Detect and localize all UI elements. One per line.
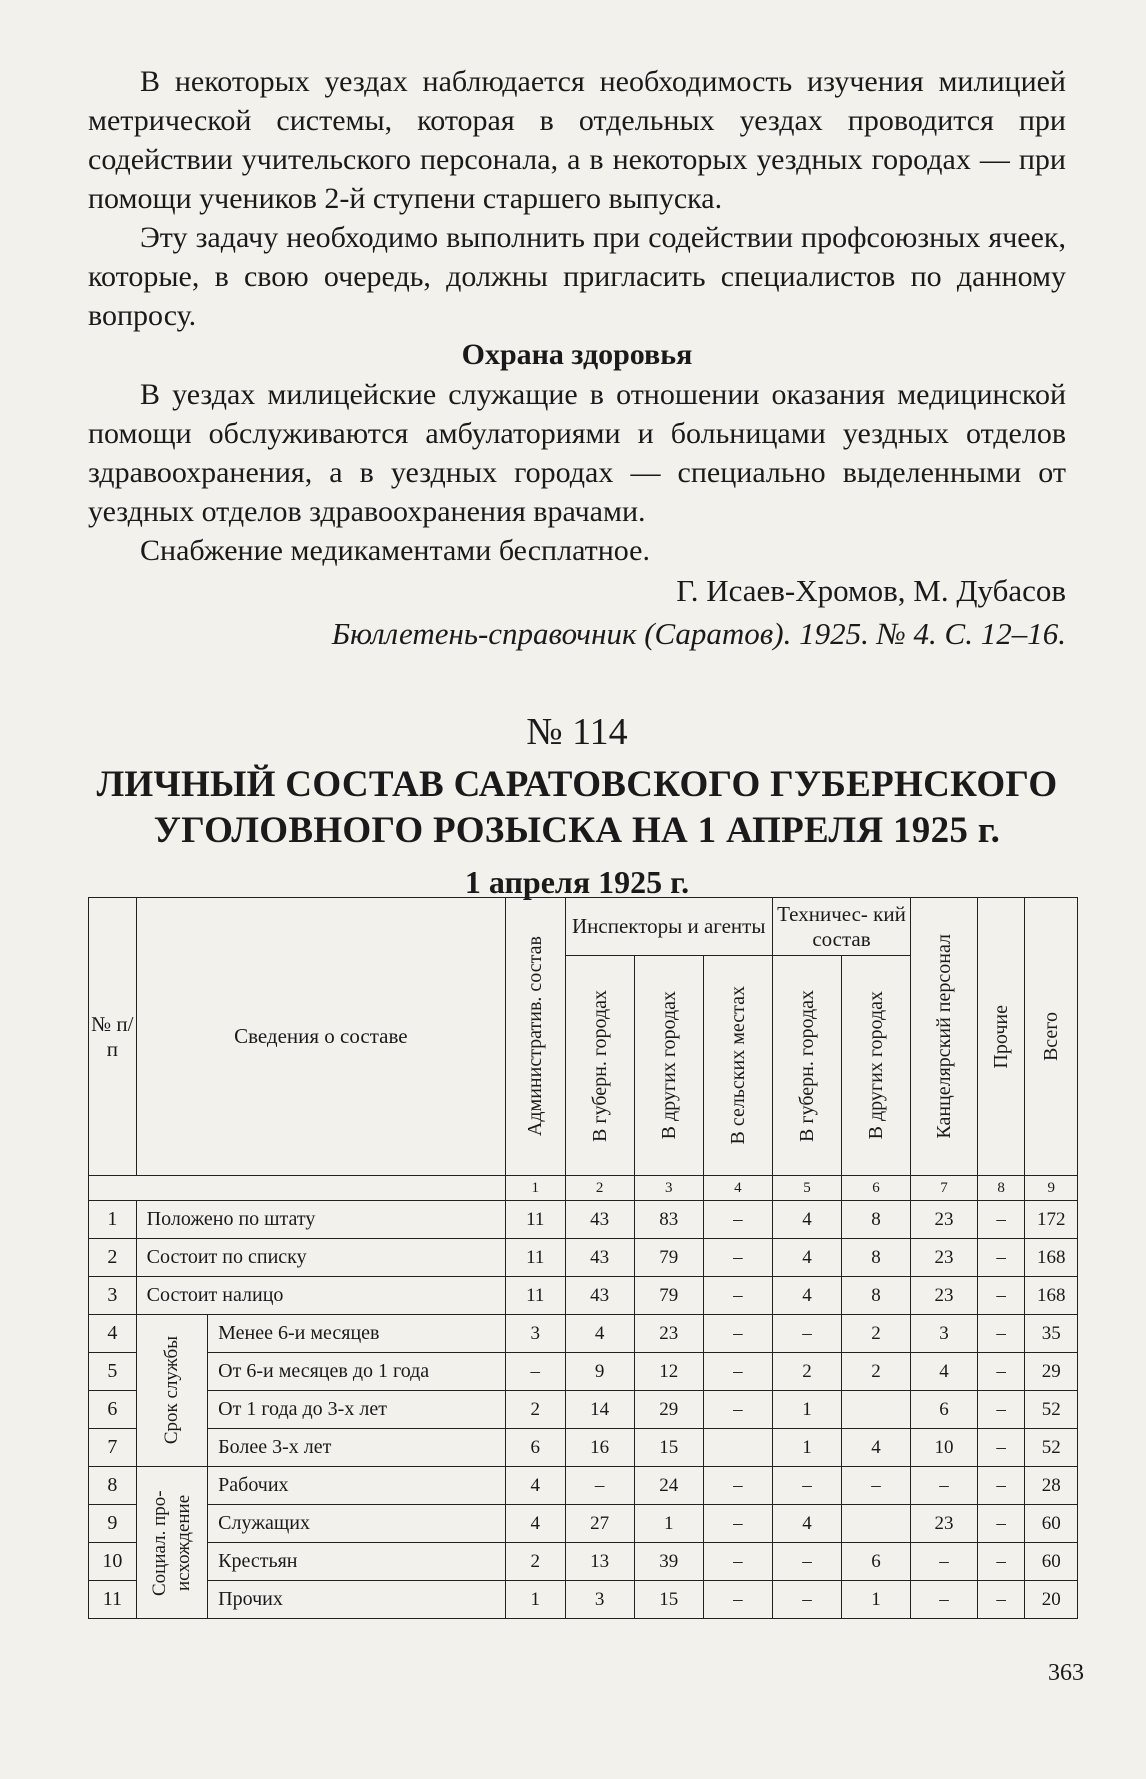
column-number: 8: [977, 1176, 1025, 1201]
table-cell: 4: [911, 1353, 978, 1391]
table-cell: –: [703, 1581, 772, 1619]
table-cell: –: [703, 1543, 772, 1581]
table-cell: 13: [565, 1543, 634, 1581]
table-cell: 52: [1025, 1429, 1078, 1467]
table-cell: 2: [842, 1353, 911, 1391]
table-cell: 3: [565, 1581, 634, 1619]
header-admin: Административ. состав: [506, 898, 566, 1176]
table-cell: –: [977, 1467, 1025, 1505]
row-label: От 6-и месяцев до 1 года: [208, 1353, 506, 1391]
table-cell: –: [565, 1467, 634, 1505]
table-cell: –: [977, 1391, 1025, 1429]
table-cell: –: [506, 1353, 566, 1391]
header-office: Канцелярский персонал: [911, 898, 978, 1176]
table-cell: 8: [842, 1277, 911, 1315]
table-cell: 1: [634, 1505, 703, 1543]
table-cell: 24: [634, 1467, 703, 1505]
header-tech-gub: В губерн. городах: [772, 956, 841, 1176]
row-label: Рабочих: [208, 1467, 506, 1505]
section-heading-health: Охрана здоровья: [461, 338, 693, 371]
table-row: [89, 1543, 1078, 1581]
table-cell: 4: [506, 1467, 566, 1505]
row-number: 3: [89, 1277, 137, 1315]
table-cell: –: [842, 1467, 911, 1505]
table-cell: –: [703, 1239, 772, 1277]
signature: Г. Исаев-Хромов, М. Дубасов: [676, 573, 1066, 608]
row-label: Состоит налицо: [136, 1277, 505, 1315]
row-number: 2: [89, 1239, 137, 1277]
table-cell: –: [911, 1467, 978, 1505]
document-date: 1 апреля 1925 г.: [464, 864, 690, 900]
table-cell: 11: [506, 1239, 566, 1277]
table-cell: –: [703, 1353, 772, 1391]
row-number: 7: [89, 1429, 137, 1467]
table-cell: 10: [911, 1429, 978, 1467]
table-cell: 23: [911, 1201, 978, 1239]
table-cell: –: [977, 1505, 1025, 1543]
header-insp-rural: В сельских местах: [703, 956, 772, 1176]
row-label: Прочих: [208, 1581, 506, 1619]
table-cell: –: [977, 1201, 1025, 1239]
table-cell: 4: [565, 1315, 634, 1353]
row-number: 5: [89, 1353, 137, 1391]
row-label: Положено по штату: [136, 1201, 505, 1239]
table-cell: –: [911, 1543, 978, 1581]
table-cell: 8: [842, 1239, 911, 1277]
table-cell: 1: [506, 1581, 566, 1619]
table-row: [89, 1277, 1078, 1315]
table-cell: –: [703, 1505, 772, 1543]
row-number: 11: [89, 1581, 137, 1619]
table-cell: 79: [634, 1277, 703, 1315]
table-cell: –: [703, 1277, 772, 1315]
table-cell: 172: [1025, 1201, 1078, 1239]
table-cell: –: [911, 1581, 978, 1619]
table-cell: –: [977, 1353, 1025, 1391]
source-citation: Бюллетень-справочник (Саратов). 1925. № 4. С. 12–16.: [331, 616, 1066, 651]
intro-text: [88, 62, 1066, 656]
table-cell: [842, 1391, 911, 1429]
table-cell: –: [977, 1581, 1025, 1619]
row-number: 8: [89, 1467, 137, 1505]
row-label: Состоит по списку: [136, 1239, 505, 1277]
table-cell: 11: [506, 1277, 566, 1315]
table-cell: –: [703, 1201, 772, 1239]
row-label: От 1 года до 3-х лет: [208, 1391, 506, 1429]
header-info: Сведения о составе: [136, 898, 505, 1176]
table-cell: 1: [772, 1429, 841, 1467]
header-inspectors: Инспекторы и агенты: [565, 898, 772, 956]
table-cell: 39: [634, 1543, 703, 1581]
paragraph-4: Снабжение медикаментами бесплатное.: [140, 534, 650, 567]
table-cell: 1: [772, 1391, 841, 1429]
column-number: 3: [634, 1176, 703, 1201]
column-number: 7: [911, 1176, 978, 1201]
table-cell: 15: [634, 1429, 703, 1467]
header-other: Прочие: [977, 898, 1025, 1176]
table-cell: 4: [772, 1277, 841, 1315]
column-number: 2: [565, 1176, 634, 1201]
table-cell: 23: [634, 1315, 703, 1353]
page-number: 363: [1048, 1660, 1084, 1686]
group-service-length: Срок службы: [136, 1315, 207, 1467]
table-cell: –: [977, 1277, 1025, 1315]
table-cell: 79: [634, 1239, 703, 1277]
column-number: 5: [772, 1176, 841, 1201]
row-number: 1: [89, 1201, 137, 1239]
table-cell: 11: [506, 1201, 566, 1239]
table-row: [89, 1505, 1078, 1543]
row-number: 9: [89, 1505, 137, 1543]
column-number: 9: [1025, 1176, 1078, 1201]
table-cell: 1: [842, 1581, 911, 1619]
table-cell: 8: [842, 1201, 911, 1239]
table-cell: 2: [772, 1353, 841, 1391]
table-cell: 2: [506, 1391, 566, 1429]
table-row: [89, 1429, 1078, 1467]
row-label: Служащих: [208, 1505, 506, 1543]
header-insp-gub: В губерн. городах: [565, 956, 634, 1176]
document-title-line-2: УГОЛОВНОГО РОЗЫСКА НА 1 АПРЕЛЯ 1925 г.: [153, 810, 1001, 851]
table-cell: 29: [1025, 1353, 1078, 1391]
table-cell: 52: [1025, 1391, 1078, 1429]
table-cell: [842, 1505, 911, 1543]
table-row: [89, 1353, 1078, 1391]
table-cell: 20: [1025, 1581, 1078, 1619]
table-cell: –: [703, 1391, 772, 1429]
table-cell: 168: [1025, 1277, 1078, 1315]
table-cell: 3: [911, 1315, 978, 1353]
table-cell: –: [977, 1315, 1025, 1353]
table-cell: –: [772, 1467, 841, 1505]
table-cell: 9: [565, 1353, 634, 1391]
table-cell: 3: [506, 1315, 566, 1353]
column-number: 4: [703, 1176, 772, 1201]
paragraph-3: В уездах милицейские служащие в отношении оказания медицинской помощи обслуживаются амбулаториями и больницами уездных отделов здравоохранения, а в уездных городах — специально выделенными от уездных отделов здравоохранения врачами.: [88, 378, 1066, 528]
table-cell: 4: [772, 1201, 841, 1239]
table-cell: 23: [911, 1277, 978, 1315]
table-cell: 2: [506, 1543, 566, 1581]
table-cell: 60: [1025, 1505, 1078, 1543]
table-cell: 23: [911, 1505, 978, 1543]
table-row: [89, 1201, 1078, 1239]
table-cell: –: [977, 1429, 1025, 1467]
table-row: [89, 1391, 1078, 1429]
table-cell: –: [703, 1467, 772, 1505]
table-cell: 12: [634, 1353, 703, 1391]
table-cell: 14: [565, 1391, 634, 1429]
column-number-row: [89, 1176, 1078, 1201]
row-label: Менее 6-и месяцев: [208, 1315, 506, 1353]
paragraph-2: Эту задачу необходимо выполнить при содействии профсоюзных ячеек, которые, в свою очередь, должны пригласить специалистов по данному вопросу.: [88, 221, 1066, 332]
table-cell: –: [703, 1315, 772, 1353]
table-cell: 35: [1025, 1315, 1078, 1353]
table-cell: 43: [565, 1201, 634, 1239]
table-cell: 43: [565, 1239, 634, 1277]
table-row: [89, 1467, 1078, 1505]
table-cell: 16: [565, 1429, 634, 1467]
column-number: 6: [842, 1176, 911, 1201]
row-number: 6: [89, 1391, 137, 1429]
table-cell: 29: [634, 1391, 703, 1429]
header-row-number: № п/п: [89, 898, 137, 1176]
table-cell: 6: [911, 1391, 978, 1429]
paragraph-1: В некоторых уездах наблюдается необходимость изучения милицией метрической системы, которая в отдельных уездах проводится при содействии учительского персонала, а в некоторых уездных городах — при помощи учеников 2-й ступени старшего выпуска.: [88, 65, 1066, 215]
row-number: 10: [89, 1543, 137, 1581]
column-number: 1: [506, 1176, 566, 1201]
group-social-origin: Социал. про- исхождение: [136, 1467, 207, 1619]
table-cell: –: [772, 1543, 841, 1581]
table-cell: 4: [842, 1429, 911, 1467]
table-row: [89, 1315, 1078, 1353]
table-cell: –: [772, 1315, 841, 1353]
table-cell: 4: [506, 1505, 566, 1543]
document-title-line-1: ЛИЧНЫЙ СОСТАВ САРАТОВСКОГО ГУБЕРНСКОГО: [96, 764, 1058, 805]
table-cell: –: [977, 1239, 1025, 1277]
table-cell: –: [977, 1543, 1025, 1581]
header-tech: Техничес- кий состав: [772, 898, 910, 956]
document-heading: [88, 710, 1066, 901]
table-cell: 2: [842, 1315, 911, 1353]
row-label: Более 3-х лет: [208, 1429, 506, 1467]
document-number: № 114: [526, 711, 628, 753]
table-cell: 60: [1025, 1543, 1078, 1581]
header-total: Всего: [1025, 898, 1078, 1176]
table-cell: –: [772, 1581, 841, 1619]
table-cell: 4: [772, 1505, 841, 1543]
table-cell: 23: [911, 1239, 978, 1277]
table-cell: 83: [634, 1201, 703, 1239]
table-cell: [703, 1429, 772, 1467]
table-cell: 43: [565, 1277, 634, 1315]
table-cell: 6: [506, 1429, 566, 1467]
header-insp-other-towns: В других городах: [634, 956, 703, 1176]
table-cell: 27: [565, 1505, 634, 1543]
table-cell: 168: [1025, 1239, 1078, 1277]
table-cell: 28: [1025, 1467, 1078, 1505]
table-cell: 6: [842, 1543, 911, 1581]
table-cell: 4: [772, 1239, 841, 1277]
table-row: [89, 1581, 1078, 1619]
table-cell: 15: [634, 1581, 703, 1619]
row-number: 4: [89, 1315, 137, 1353]
row-label: Крестьян: [208, 1543, 506, 1581]
staff-table: [88, 897, 1078, 1619]
header-tech-other: В других городах: [842, 956, 911, 1176]
table-row: [89, 1239, 1078, 1277]
